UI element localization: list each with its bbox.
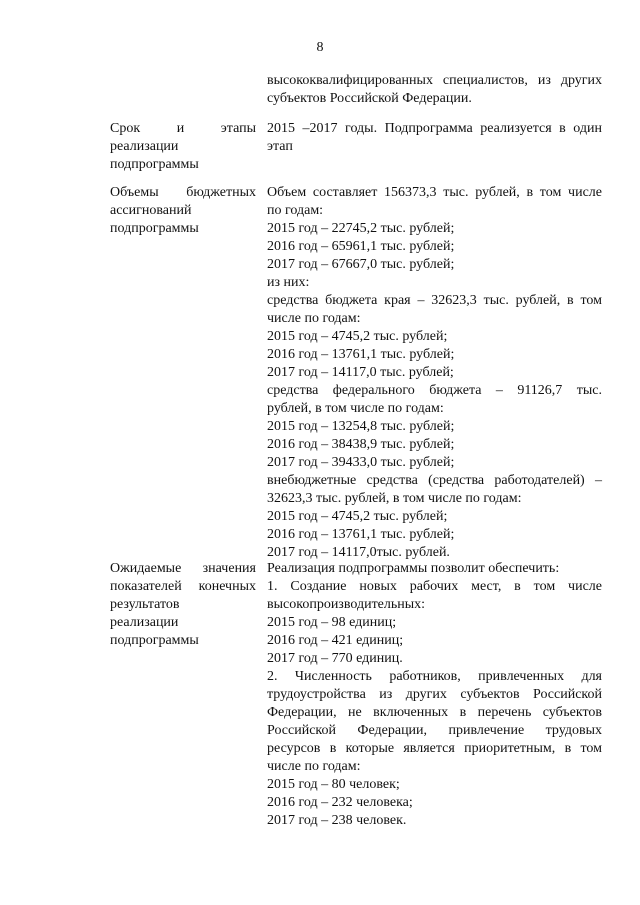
text-line: 2016 год – 65961,1 тыс. рублей; (267, 239, 455, 254)
text-line: 2017 год – 14117,0тыс. рублей. (267, 545, 450, 560)
label-line: Объемы бюджетных (110, 185, 256, 200)
text-line: числе по годам: (267, 311, 361, 326)
text-line: из них: (267, 275, 310, 290)
text-line: 2016 год – 232 человека; (267, 795, 413, 810)
page-number: 8 (316, 40, 324, 55)
text-line: 32623,3 тыс. рублей, в том числе по годам: (267, 491, 522, 506)
text-line: трудоустройства из других субъектов Российской (267, 687, 602, 702)
text-line: 2015 –2017 годы. Подпрограмма реализуется в один (267, 121, 602, 136)
text-line: 2015 год – 4745,2 тыс. рублей; (267, 509, 448, 524)
row-label (110, 560, 256, 650)
text-line: 2017 год – 39433,0 тыс. рублей; (267, 455, 455, 470)
text-line: 2016 год – 13761,1 тыс. рублей; (267, 347, 455, 362)
label-line: Срок и этапы (110, 121, 256, 136)
text-line: 2017 год – 238 человек. (267, 813, 407, 828)
text-line: 2016 год – 38438,9 тыс. рублей; (267, 437, 455, 452)
label-line: Ожидаемые значения (110, 561, 256, 576)
row-label (110, 184, 256, 238)
text-line: 2015 год – 4745,2 тыс. рублей; (267, 329, 448, 344)
text-line: Российской Федерации, привлечение трудовых (267, 723, 602, 738)
text-line: этап (267, 139, 293, 154)
text-line: 2017 год – 67667,0 тыс. рублей; (267, 257, 455, 272)
text-line: числе по годам: (267, 759, 361, 774)
text-line: 2017 год – 14117,0 тыс. рублей; (267, 365, 454, 380)
text-line: средства федерального бюджета – 91126,7 тыс. (267, 383, 602, 398)
label-line: подпрограммы (110, 157, 199, 172)
row-content (267, 120, 602, 156)
text-line: внебюджетные средства (средства работодателей) – (267, 473, 602, 488)
label-line: подпрограммы (110, 221, 199, 236)
text-line: 2016 год – 13761,1 тыс. рублей; (267, 527, 455, 542)
label-line: ассигнований (110, 203, 192, 218)
label-line: реализации (110, 139, 179, 154)
text-line: 2015 год – 22745,2 тыс. рублей; (267, 221, 455, 236)
text-line: 2015 год – 80 человек; (267, 777, 400, 792)
row-label (110, 120, 256, 174)
text-line: 2015 год – 98 единиц; (267, 615, 397, 630)
text-line: средства бюджета края – 32623,3 тыс. рублей, в том (267, 293, 602, 308)
text-line: 1. Создание новых рабочих мест, в том числе (267, 579, 602, 594)
text-line: рублей, в том числе по годам: (267, 401, 444, 416)
text-line: субъектов Российской Федерации. (267, 91, 472, 106)
label-line: подпрограммы (110, 633, 199, 648)
text-line: ресурсов в которые является приоритетным, в том (267, 741, 602, 756)
text-line: высокопроизводительных: (267, 597, 426, 612)
row-content (267, 560, 602, 830)
text-line: по годам: (267, 203, 324, 218)
text-line: Объем составляет 156373,3 тыс. рублей, в том числе (267, 185, 602, 200)
label-line: результатов (110, 597, 180, 612)
text-line: 2016 год – 421 единиц; (267, 633, 404, 648)
text-line: Федерации, не включенных в перечень субъектов (267, 705, 602, 720)
text-line: Реализация подпрограммы позволит обеспечить: (267, 561, 560, 576)
continuation-text (267, 72, 602, 108)
text-line: 2015 год – 13254,8 тыс. рублей; (267, 419, 455, 434)
label-line: показателей конечных (110, 579, 256, 594)
text-line: высококвалифицированных специалистов, из других (267, 73, 602, 88)
text-line: 2. Численность работников, привлеченных для (267, 669, 602, 684)
row-content (267, 184, 602, 562)
label-line: реализации (110, 615, 179, 630)
text-line: 2017 год – 770 единиц. (267, 651, 403, 666)
